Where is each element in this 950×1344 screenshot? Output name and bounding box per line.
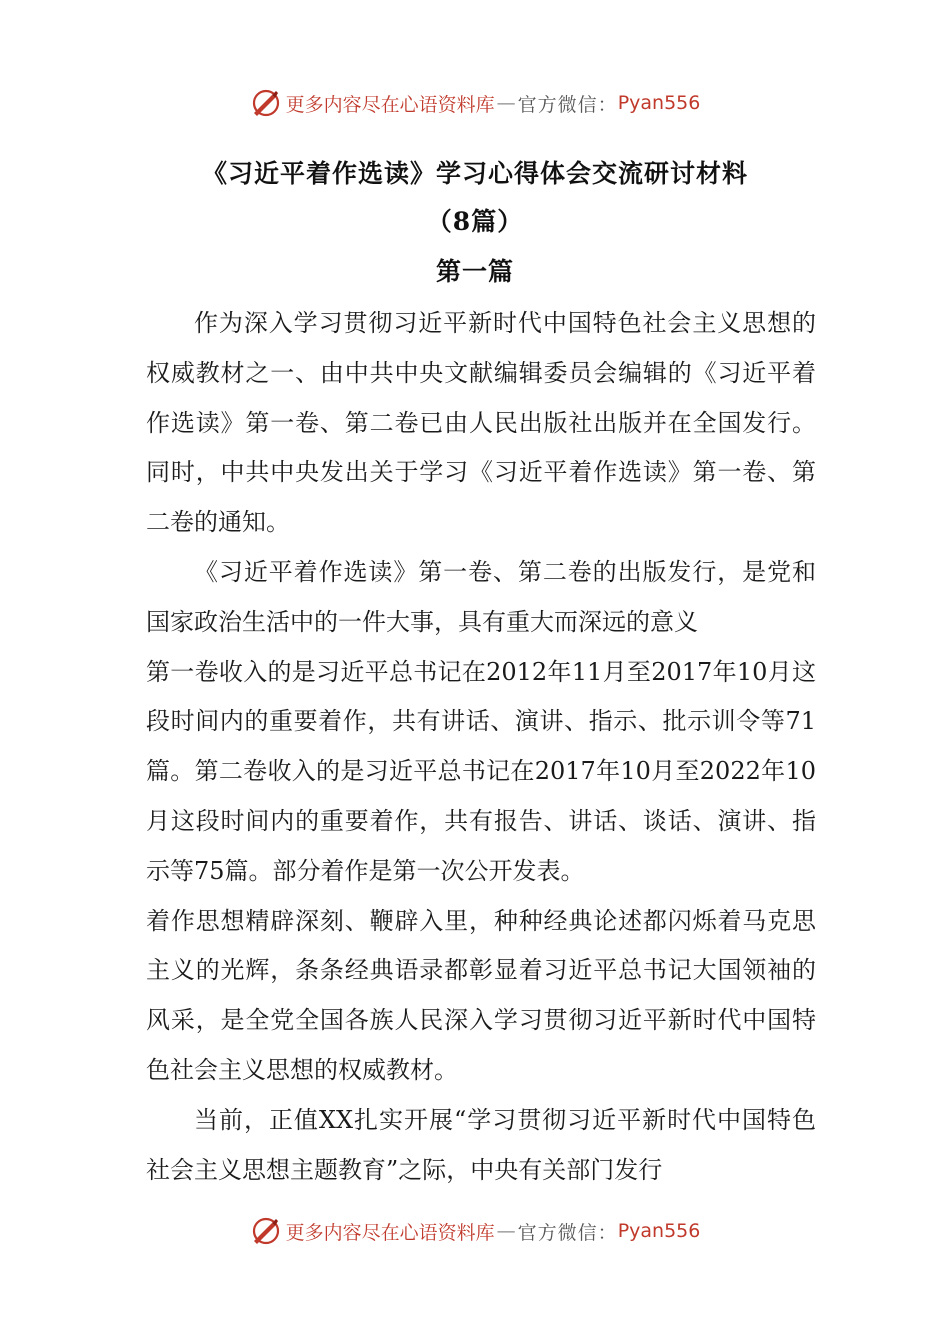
paragraph: 第一卷收入的是习近平总书记在2012年11月至2017年10月这段时间内的重要着作，共有讲话、演讲、指示、批示训令等71篇。第二卷收入的是习近平总书记在2017年10月至2022年10月这段时间内的重要着作，共有报告、讲话、谈话、演讲、指示等75篇。部分着作是第一次公开发表。 xyxy=(146,657,816,885)
document-title: 《习近平着作选读》学习心得体会交流研讨材料 xyxy=(201,159,748,188)
watermark-site-text: 更多内容尽在心语资料库 xyxy=(285,93,495,116)
document-body xyxy=(146,299,816,1195)
document-subtitle-count: （8篇） xyxy=(426,207,524,236)
watermark-dash: — xyxy=(496,92,516,114)
pen-in-circle-logo-icon xyxy=(250,1215,282,1247)
watermark-dash: — xyxy=(496,1220,516,1242)
paragraph: 当前，正值XX扎实开展“学习贯彻习近平新时代中国特色社会主义思想主题教育”之际，中央有关部门发行 xyxy=(146,1105,816,1184)
watermark-wechat-label: 官方微信： xyxy=(517,93,618,116)
watermark-site-text: 更多内容尽在心语资料库 xyxy=(285,1221,495,1244)
header-watermark xyxy=(0,83,950,123)
paragraph: 着作思想精辟深刻、鞭辟入里，种种经典论述都闪烁着马克思主义的光辉，条条经典语录都彰显着习近平总书记大国领袖的风采，是全党全国各族人民深入学习贯彻习近平新时代中国特色社会主义思想的权威教材。 xyxy=(146,906,816,1084)
watermark-wechat-id: Pyan556 xyxy=(617,1220,701,1242)
pen-in-circle-logo-icon xyxy=(250,87,282,119)
paragraph: 作为深入学习贯彻习近平新时代中国特色社会主义思想的权威教材之一、由中共中央文献编辑委员会编辑的《习近平着作选读》第一卷、第二卷已由人民出版社出版并在全国发行。同时，中共中央发出关于学习《习近平着作选读》第一卷、第二卷的通知。 xyxy=(146,309,816,537)
watermark-wechat-label: 官方微信： xyxy=(517,1221,618,1244)
section-heading: 第一篇 xyxy=(435,257,514,286)
footer-watermark xyxy=(0,1211,950,1251)
paragraph: 《习近平着作选读》第一卷、第二卷的出版发行，是党和国家政治生活中的一件大事，具有重大而深远的意义 xyxy=(146,557,816,636)
watermark-wechat-id: Pyan556 xyxy=(617,92,701,114)
